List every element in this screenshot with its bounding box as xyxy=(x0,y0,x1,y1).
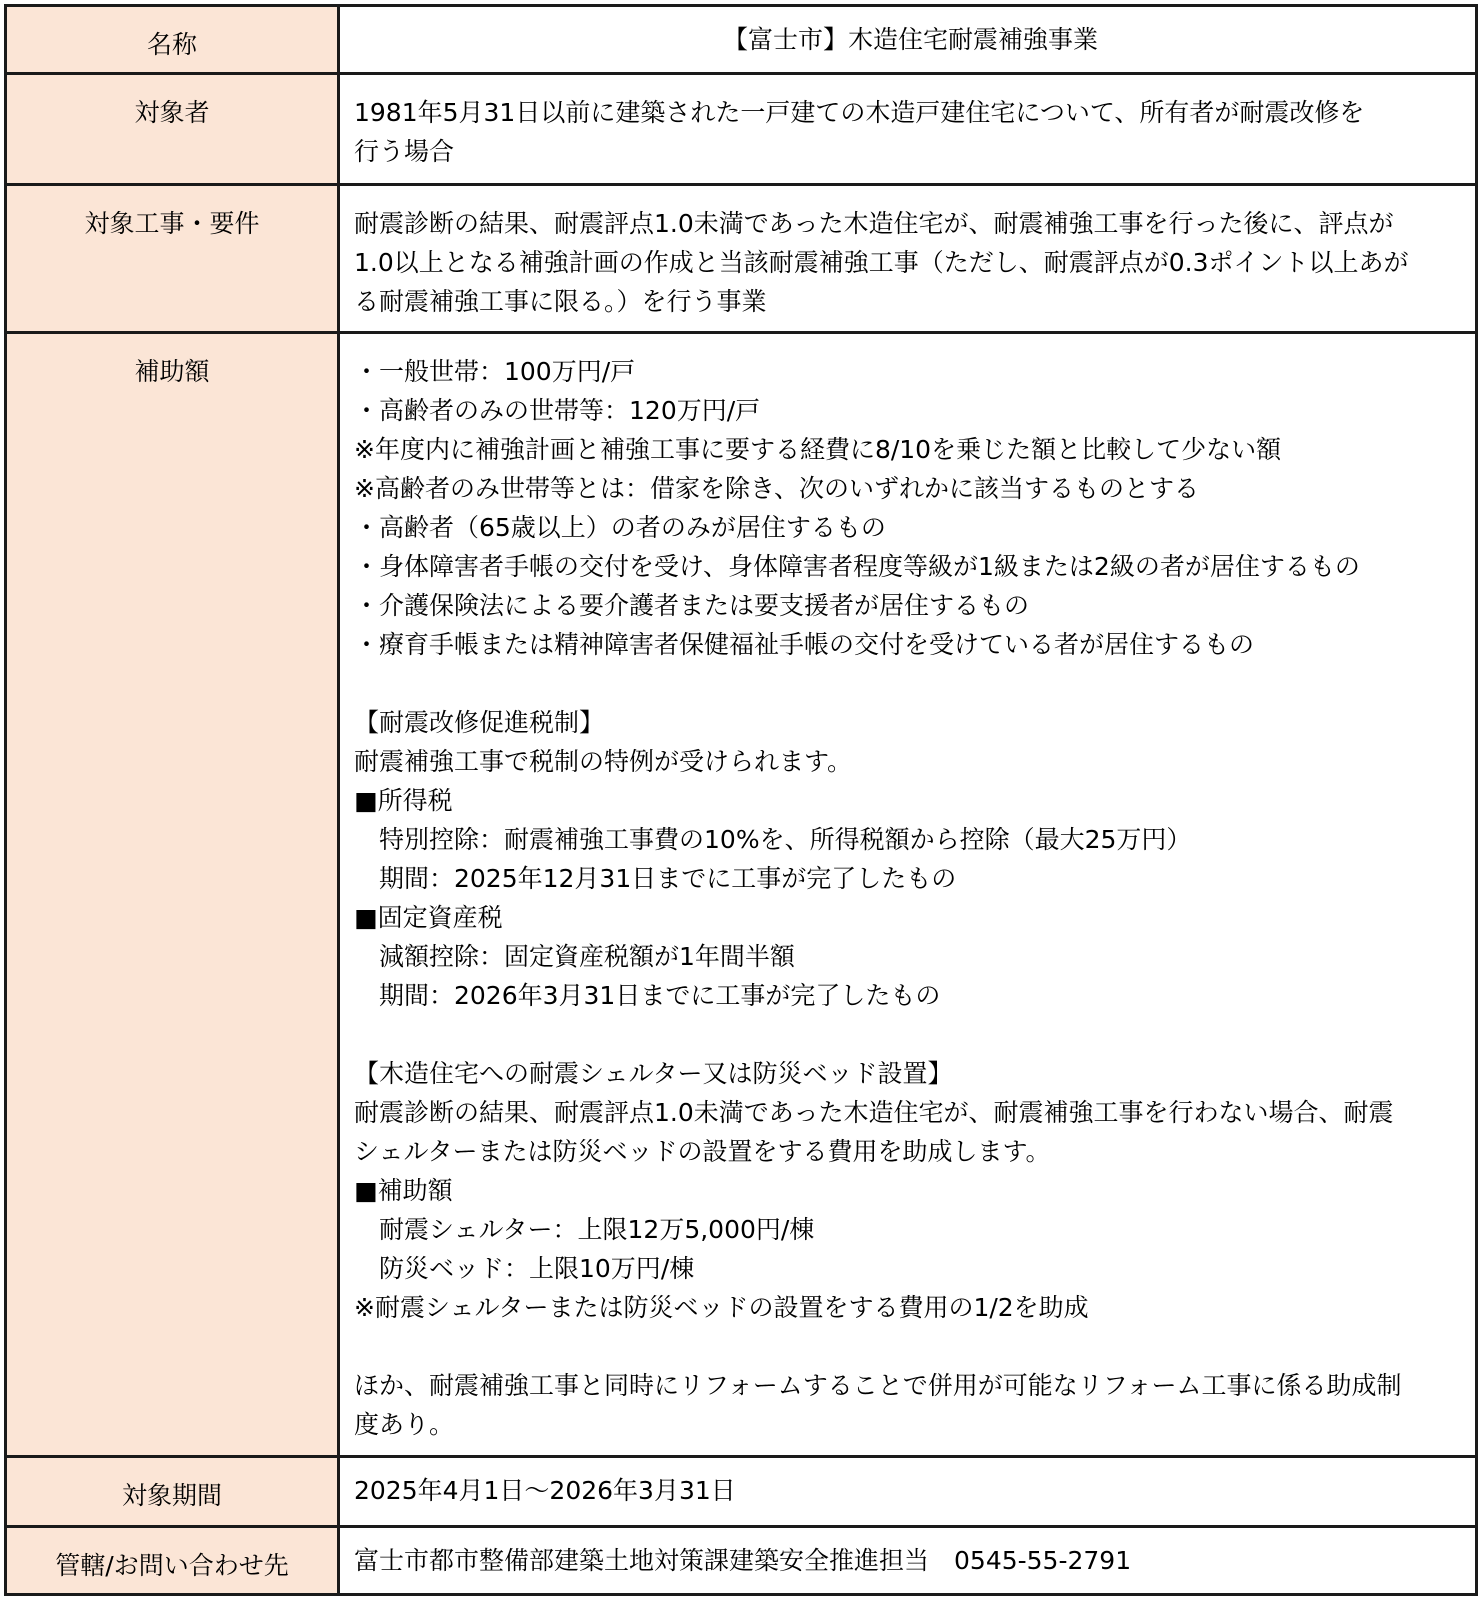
row-label xyxy=(6,1527,339,1595)
row-label xyxy=(6,74,339,185)
value-line: 度あり。 xyxy=(354,1410,455,1439)
value-line: ・高齢者（65歳以上）の者のみが居住するもの xyxy=(354,513,886,542)
row-value xyxy=(339,74,1477,185)
value-line: シェルターまたは防災ベッドの設置をする費用を助成します。 xyxy=(354,1137,1051,1166)
row-name xyxy=(6,6,1477,74)
row-value xyxy=(339,1457,1477,1527)
value-line: ■固定資産税 xyxy=(354,903,503,932)
value-line: 行う場合 xyxy=(354,137,455,166)
value-line: ※年度内に補強計画と補強工事に要する経費に8/10を乗じた額と比較して少ない額 xyxy=(354,435,1282,464)
row-subsidy-amount xyxy=(6,333,1477,1457)
row-target-person xyxy=(6,74,1477,185)
value-line: ・一般世帯：100万円/戸 xyxy=(354,357,636,386)
value-line: 減額控除：固定資産税額が1年間半額 xyxy=(354,942,795,971)
value-line: 【富士市】木造住宅耐震補強事業 xyxy=(722,25,1098,54)
value-line: ■補助額 xyxy=(354,1176,453,1205)
value-line: ※高齢者のみ世帯等とは：借家を除き、次のいずれかに該当するものとする xyxy=(354,474,1199,503)
label-text: 対象者 xyxy=(134,98,210,127)
row-value xyxy=(339,6,1477,74)
value-line: る耐震補強工事に限る。）を行う事業 xyxy=(354,287,767,316)
value-line: 特別控除：耐震補強工事費の10%を、所得税額から控除（最大25万円） xyxy=(354,825,1192,854)
value-line: ・高齢者のみの世帯等：120万円/戸 xyxy=(354,396,761,425)
value-line: ほか、耐震補強工事と同時にリフォームすることで併用が可能なリフォーム工事に係る助成制 xyxy=(354,1371,1402,1400)
label-text: 対象期間 xyxy=(121,1481,222,1510)
label-text: 名称 xyxy=(146,30,197,59)
row-value xyxy=(339,1527,1477,1595)
value-line: 【耐震改修促進税制】 xyxy=(354,708,605,737)
label-text: 対象工事・要件 xyxy=(84,209,260,238)
row-value xyxy=(339,333,1477,1457)
subsidy-info-table xyxy=(4,4,1478,1596)
value-line: 【木造住宅への耐震シェルター又は防災ベッド設置】 xyxy=(354,1059,953,1088)
value-line: 耐震診断の結果、耐震評点1.0未満であった木造住宅が、耐震補強工事を行った後に、評点が xyxy=(354,209,1394,238)
row-label xyxy=(6,1457,339,1527)
row-period xyxy=(6,1457,1477,1527)
value-line: ・介護保険法による要介護者または要支援者が居住するもの xyxy=(354,591,1030,620)
row-label xyxy=(6,185,339,333)
value-line: ・身体障害者手帳の交付を受け、身体障害者程度等級が1級または2級の者が居住するもの xyxy=(354,552,1360,581)
value-line: 防災ベッド：上限10万円/棟 xyxy=(354,1254,695,1283)
value-line xyxy=(354,1015,1467,1054)
row-contact xyxy=(6,1527,1477,1595)
row-label xyxy=(6,6,339,74)
value-line: 2025年4月1日～2026年3月31日 xyxy=(354,1476,736,1505)
row-target-work xyxy=(6,185,1477,333)
value-line: ・療育手帳または精神障害者保健福祉手帳の交付を受けている者が居住するもの xyxy=(354,630,1255,659)
value-line: ※耐震シェルターまたは防災ベッドの設置をする費用の1/2を助成 xyxy=(354,1293,1089,1322)
value-line: 耐震シェルター：上限12万5,000円/棟 xyxy=(354,1215,815,1244)
value-line: 耐震診断の結果、耐震評点1.0未満であった木造住宅が、耐震補強工事を行わない場合、耐震 xyxy=(354,1098,1394,1127)
label-text: 管轄/お問い合わせ先 xyxy=(55,1551,289,1580)
value-line: 期間：2025年12月31日までに工事が完了したもの xyxy=(354,864,957,893)
value-line xyxy=(354,664,1467,703)
value-line: 富士市都市整備部建築土地対策課建築安全推進担当 0545-55-2791 xyxy=(354,1546,1132,1575)
value-line: 1.0以上となる補強計画の作成と当該耐震補強工事（ただし、耐震評点が0.3ポイント以上あが xyxy=(354,248,1409,277)
value-line: ■所得税 xyxy=(354,786,453,815)
value-line: 1981年5月31日以前に建築された一戸建ての木造戸建住宅について、所有者が耐震改修を xyxy=(354,98,1365,127)
value-line: 耐震補強工事で税制の特例が受けられます。 xyxy=(354,747,853,776)
value-line: 期間：2026年3月31日までに工事が完了したもの xyxy=(354,981,941,1010)
row-label xyxy=(6,333,339,1457)
value-line xyxy=(354,1327,1467,1366)
row-value xyxy=(339,185,1477,333)
label-text: 補助額 xyxy=(134,357,210,386)
